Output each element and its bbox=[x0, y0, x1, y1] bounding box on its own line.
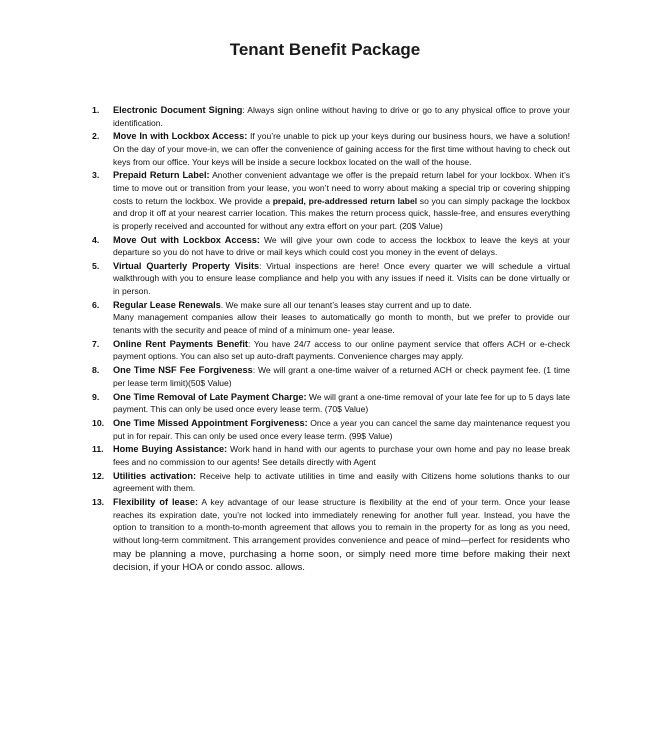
item-separator: : bbox=[259, 260, 262, 271]
item-text: Virtual inspections are here! Once every quarter we will schedule a virtual walkthrough with you to ensure lease compliance and help you with any issues if need it. Visits can be done virtually or in person. bbox=[113, 260, 570, 297]
item-number: 4. bbox=[92, 234, 100, 245]
list-item bbox=[92, 417, 570, 442]
item-separator: : bbox=[242, 105, 245, 115]
item-number: 5. bbox=[92, 260, 100, 271]
item-number: 1. bbox=[92, 105, 100, 115]
item-number: 3. bbox=[92, 170, 100, 181]
item-text: residents who may be planning a move, purchasing a home soon, or simply need more time before making their next decision, if your HOA or condo assoc. allows. bbox=[113, 534, 570, 574]
item-separator: : bbox=[247, 338, 251, 349]
item-number: 11. bbox=[92, 444, 104, 455]
list-item bbox=[92, 299, 570, 337]
item-heading: Move Out with Lockbox Access: bbox=[113, 234, 260, 245]
item-number: 7. bbox=[92, 338, 100, 349]
item-heading: One Time Removal of Late Payment Charge: bbox=[113, 391, 307, 402]
item-text: A key advantage of our lease structure is flexibility at the end of your term. Once your lease reaches its expiration date, you’re not locked into immediately renewing for another full year. Instead, you have the option to transition to a month-to-month agreement that allows you to remain in the property for as long as you need, without long-term commitment. This arrangement provides convenience and peace of mind—perfect for bbox=[113, 497, 571, 545]
benefit-list bbox=[92, 104, 570, 576]
item-number: 10. bbox=[92, 417, 105, 428]
item-text: Always sign online without having to drive or go to any physical office to prove your identification. bbox=[113, 105, 570, 128]
item-heading: Home Buying Assistance: bbox=[113, 444, 228, 455]
list-item bbox=[92, 130, 570, 168]
item-text: Many management companies allow their leases to automatically go month to month, but we prefer to provide our tenants with the security and peace of mind of a minimum one- year lease. bbox=[113, 312, 570, 336]
item-number: 9. bbox=[92, 391, 100, 402]
list-item bbox=[92, 234, 570, 259]
item-heading: Move In with Lockbox Access: bbox=[113, 131, 248, 142]
item-heading: Flexibility of lease: bbox=[113, 497, 199, 508]
item-text: Receive help to activate utilities in time and easily with Citizens home solutions thanks to our agreement with them. bbox=[113, 470, 570, 494]
list-item bbox=[92, 364, 570, 389]
item-heading: Regular Lease Renewals bbox=[113, 299, 221, 310]
item-text: We will give your own code to access the lockbox to leave the keys at your departure so you do not have to drive or mail keys which could cost you money in the event of delays. bbox=[113, 234, 570, 258]
item-text: You have 24/7 access to our online payment service that offers ACH or e-check payment options. You can also set up auto-draft payments. Convenience charges may apply. bbox=[113, 338, 570, 362]
item-separator: : bbox=[252, 365, 256, 376]
item-heading: One Time Missed Appointment Forgiveness: bbox=[113, 417, 308, 428]
item-number: 12. bbox=[92, 470, 105, 481]
item-number: 8. bbox=[92, 365, 100, 376]
item-heading: One Time NSF Fee Forgiveness bbox=[113, 365, 253, 376]
item-number: 2. bbox=[92, 131, 100, 142]
document-title: Tenant Benefit Package bbox=[229, 40, 421, 59]
item-number: 6. bbox=[92, 299, 100, 310]
list-item bbox=[92, 104, 570, 129]
item-number: 13. bbox=[92, 497, 105, 508]
list-item bbox=[92, 496, 570, 575]
list-item bbox=[92, 169, 570, 232]
item-heading: Utilities activation: bbox=[113, 470, 197, 481]
item-heading: Online Rent Payments Benefit bbox=[113, 338, 248, 349]
item-separator: . bbox=[220, 299, 224, 310]
item-text: If you’re unable to pick up your keys during our business hours, we have a solution! On the day of your move-in, we can offer the convenience of gaining access for the first time without having to check out keys from our office. Your keys will be inside a secure lockbox located on the wall of the house. bbox=[113, 131, 570, 167]
item-text: We will grant a one-time waiver of a returned ACH or check payment fee. (1 time per lease term limit)(50$ Value) bbox=[113, 365, 570, 388]
list-item bbox=[92, 470, 570, 495]
list-item bbox=[92, 443, 570, 468]
list-item bbox=[92, 338, 570, 363]
item-text: Once a year you can cancel the same day maintenance request you put in for repair. This can only be used once every lease term. (99$ Value) bbox=[113, 417, 570, 441]
item-text: Another convenient advantage we offer is the prepaid return label for your lockbox. When it’s time to move out or transition from your lease, you won’t need to worry about making a special trip or covering shipping costs to return the lockbox. We provide a bbox=[113, 170, 570, 206]
list-item bbox=[92, 260, 570, 298]
item-emphasis: prepaid, pre-addressed return label bbox=[272, 195, 418, 206]
list-item bbox=[92, 391, 570, 416]
item-heading: Virtual Quarterly Property Visits bbox=[113, 260, 260, 271]
item-heading: Electronic Document Signing bbox=[113, 105, 243, 115]
item-text: We make sure all our tenant’s leases stay current and up to date. bbox=[223, 299, 472, 310]
item-text: so you can simply package the lockbox and drop it off at your nearest carrier location. This makes the return process quick, hassle-free, and ensures everything is properly received and accounted for without any extra effort on your part. (20$ Value) bbox=[113, 195, 570, 231]
item-text: Work hand in hand with our agents to purchase your own home and pay no lease break fees and no commission to our agents! See details directly with Agent bbox=[113, 444, 570, 467]
item-text: We will grant a one-time removal of your late fee for up to 5 days late payment. This can only be used once every lease term. (70$ Value) bbox=[113, 391, 570, 415]
item-heading: Prepaid Return Label: bbox=[113, 170, 210, 181]
